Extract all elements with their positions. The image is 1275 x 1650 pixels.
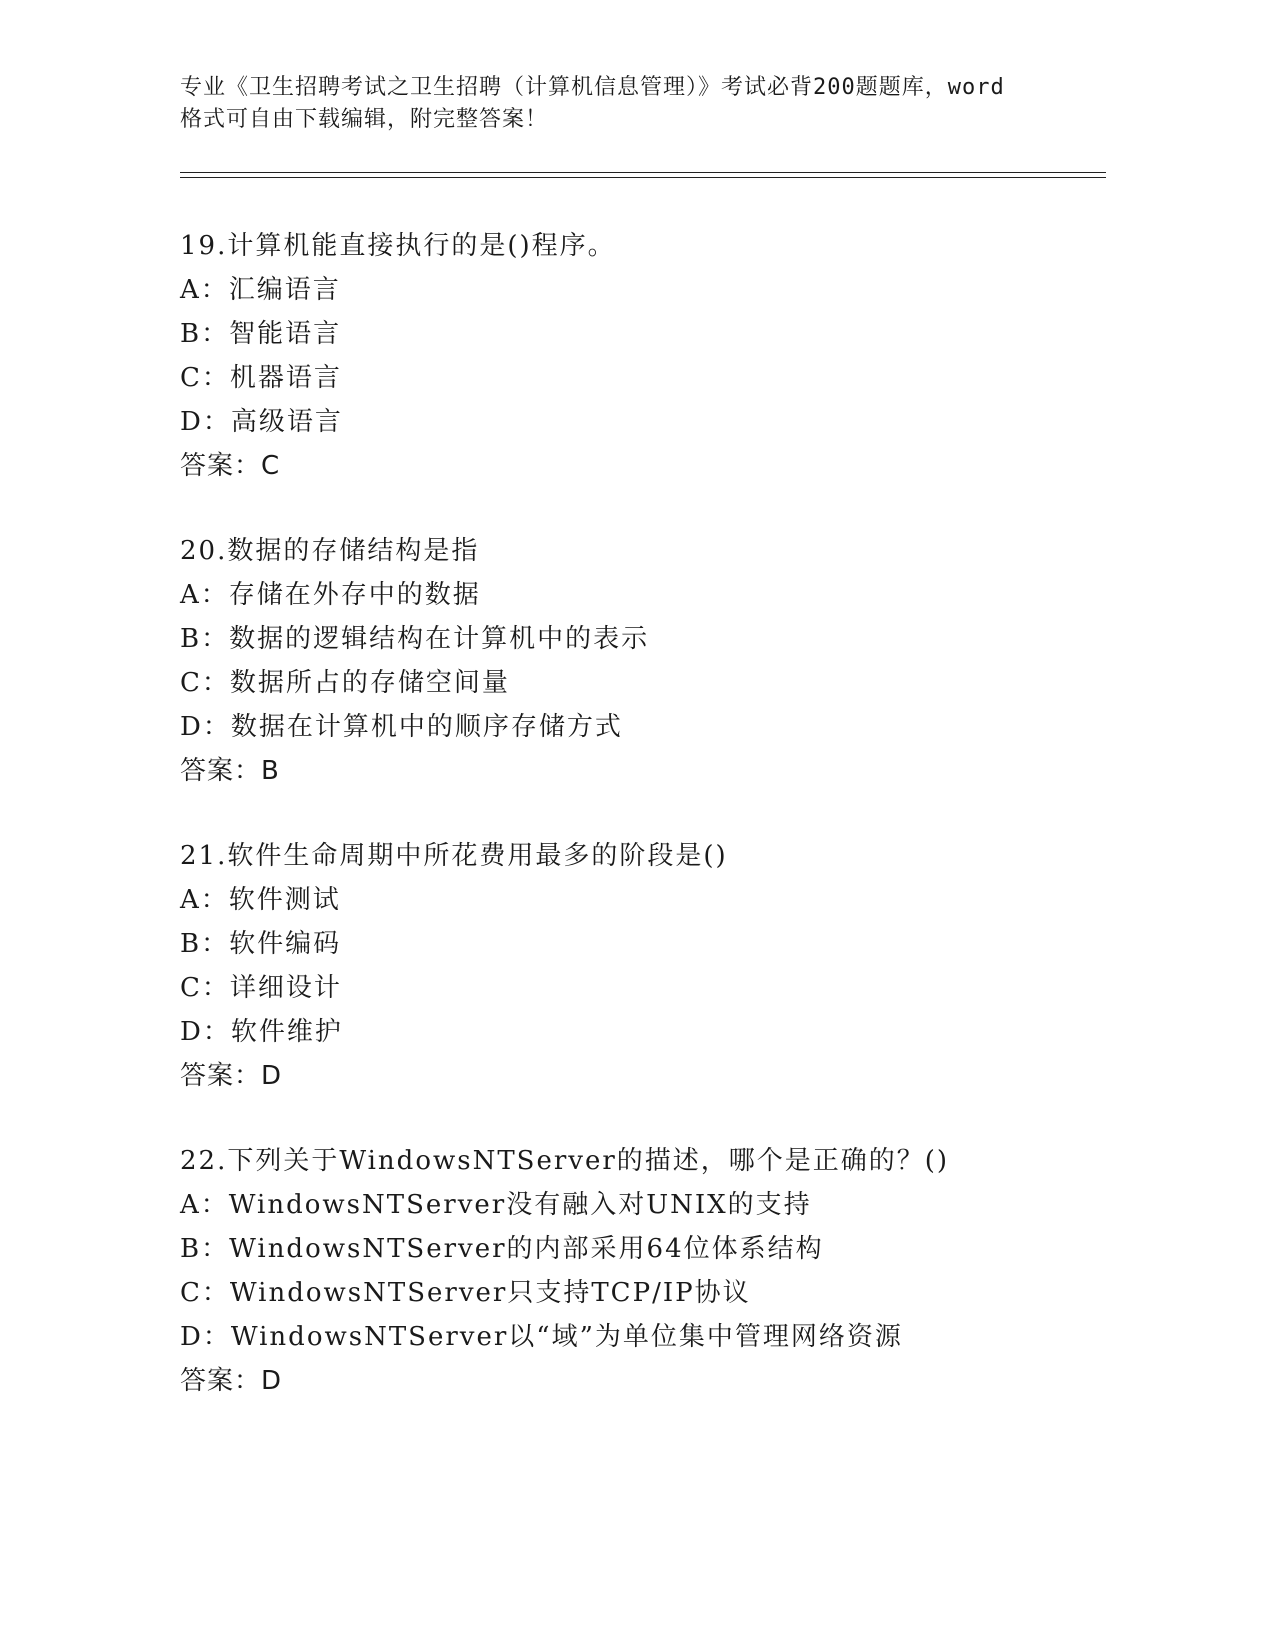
header-divider-bottom: [180, 177, 1106, 178]
option-d: D：WindowsNTServer以“域”为单位集中管理网络资源: [180, 1322, 903, 1352]
question-stem: 19.计算机能直接执行的是()程序。: [180, 231, 616, 261]
option-b: B：数据的逻辑结构在计算机中的表示: [180, 624, 650, 654]
question-stem: 21.软件生命周期中所花费用最多的阶段是(): [180, 841, 728, 871]
answer-line: 答案：D: [180, 1366, 283, 1396]
question-22: [180, 1139, 1180, 1403]
option-a: A：汇编语言: [180, 275, 341, 305]
answer-line: 答案：C: [180, 451, 281, 481]
option-a: A：WindowsNTServer没有融入对UNIX的支持: [180, 1190, 812, 1220]
option-c: C：数据所占的存储空间量: [180, 668, 510, 698]
answer-line: 答案：B: [180, 756, 280, 786]
header-divider-top: [180, 172, 1106, 173]
question-19: [180, 224, 1180, 488]
option-c: C：详细设计: [180, 973, 342, 1003]
option-a: A：存储在外存中的数据: [180, 580, 481, 610]
option-d: D：数据在计算机中的顺序存储方式: [180, 712, 623, 742]
header-line-2: 格式可自由下载编辑，附完整答案！: [180, 107, 549, 132]
option-c: C：机器语言: [180, 363, 342, 393]
question-21: [180, 834, 1180, 1098]
question-stem: 22.下列关于WindowsNTServer的描述，哪个是正确的？(): [180, 1146, 950, 1176]
option-c: C：WindowsNTServer只支持TCP/IP协议: [180, 1278, 751, 1308]
header-line-1: 专业《卫生招聘考试之卫生招聘（计算机信息管理）》考试必背200题题库，word: [180, 75, 1005, 100]
document-header: [180, 72, 1110, 136]
option-d: D：高级语言: [180, 407, 343, 437]
option-b: B：智能语言: [180, 319, 342, 349]
answer-line: 答案：D: [180, 1061, 283, 1091]
question-stem: 20.数据的存储结构是指: [180, 536, 480, 566]
option-d: D：软件维护: [180, 1017, 343, 1047]
option-b: B：WindowsNTServer的内部采用64位体系结构: [180, 1234, 824, 1264]
option-a: A：软件测试: [180, 885, 341, 915]
question-20: [180, 529, 1180, 793]
option-b: B：软件编码: [180, 929, 342, 959]
